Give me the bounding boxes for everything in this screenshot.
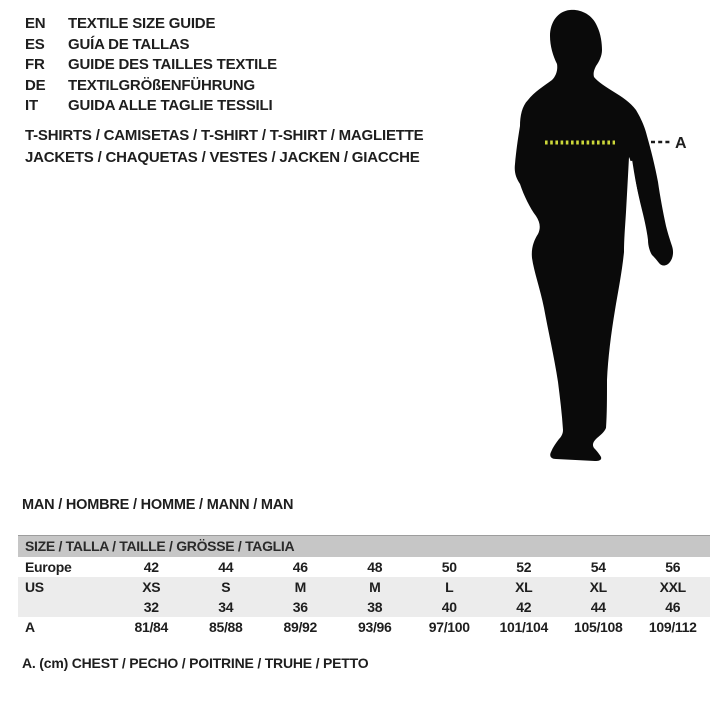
row-label: US	[25, 579, 44, 595]
size-cell: 54	[590, 559, 606, 575]
language-title: GUIDA ALLE TAGLIE TESSILI	[68, 97, 273, 114]
size-cell: 52	[516, 559, 532, 575]
language-title: GUÍA DE TALLAS	[68, 35, 190, 53]
size-cell: 85/88	[208, 619, 243, 635]
size-cell: 105/108	[573, 619, 623, 635]
language-row-en	[25, 14, 277, 35]
size-cell: XXL	[659, 579, 686, 595]
row-label: Europe	[25, 559, 72, 575]
size-cell: 48	[367, 559, 383, 575]
size-cell: S	[221, 579, 231, 595]
language-row-fr	[25, 55, 277, 76]
size-cell: 93/96	[357, 619, 392, 635]
language-row-de	[25, 76, 277, 97]
language-title: GUIDE DES TAILLES TEXTILE	[68, 56, 277, 73]
man-silhouette-shape	[515, 10, 673, 461]
language-title: TEXTILE SIZE GUIDE	[68, 15, 216, 32]
language-code: IT	[25, 97, 38, 114]
size-cell: 97/100	[428, 619, 470, 635]
measurement-footnote: A. (cm) CHEST / PECHO / POITRINE / TRUHE / PETTO	[22, 655, 369, 671]
size-cell: 38	[367, 599, 383, 615]
size-cell: 46	[292, 559, 308, 575]
table-row-us	[18, 577, 710, 597]
row-label	[18, 597, 114, 617]
size-cell: 32	[143, 599, 159, 615]
size-cell: L	[445, 579, 454, 595]
size-cell: 42	[516, 599, 532, 615]
row-label: A	[25, 619, 35, 635]
size-cell: 56	[665, 559, 681, 575]
size-cell: M	[294, 579, 306, 595]
table-row-europe	[18, 557, 710, 577]
section-title-man: MAN / HOMBRE / HOMME / MANN / MAN	[22, 497, 294, 513]
size-cell: 34	[218, 599, 234, 615]
size-cell: M	[369, 579, 381, 595]
table-row-numeric	[18, 597, 710, 617]
size-cell: 46	[665, 599, 681, 615]
size-cell: XL	[589, 579, 607, 595]
category-jackets: JACKETS / CHAQUETAS / VESTES / JACKEN / GIACCHE	[25, 149, 420, 166]
size-guide-figure	[480, 0, 710, 470]
language-row-es	[25, 35, 277, 56]
size-cell: 40	[441, 599, 457, 615]
language-title: TEXTILGRÖßENFÜHRUNG	[68, 76, 256, 94]
size-cell: 44	[218, 559, 234, 575]
size-cell: 44	[590, 599, 606, 615]
category-list	[25, 125, 424, 169]
language-list	[25, 14, 277, 117]
language-code: DE	[25, 76, 46, 94]
size-cell: XL	[515, 579, 533, 595]
language-code: ES	[25, 35, 45, 53]
size-cell: 81/84	[134, 619, 169, 635]
table-row-chest	[18, 617, 710, 637]
size-cell: 36	[292, 599, 308, 615]
size-cell: 109/112	[648, 619, 697, 635]
size-table-header: SIZE / TALLA / TAILLE / GRÖSSE / TAGLIA	[18, 535, 710, 557]
category-tshirts: T-SHIRTS / CAMISETAS / T-SHIRT / T-SHIRT / MAGLIETTE	[25, 127, 424, 144]
size-cell: 101/104	[499, 619, 548, 635]
language-code: EN	[25, 15, 46, 32]
measure-label-a: A	[675, 135, 687, 152]
size-cell: 89/92	[283, 619, 318, 635]
language-code: FR	[25, 56, 45, 73]
size-cell: 42	[143, 559, 159, 575]
man-silhouette	[480, 0, 710, 470]
size-cell: XS	[142, 579, 161, 595]
size-cell: 50	[441, 559, 457, 575]
language-row-it	[25, 96, 277, 117]
size-table	[18, 535, 710, 637]
